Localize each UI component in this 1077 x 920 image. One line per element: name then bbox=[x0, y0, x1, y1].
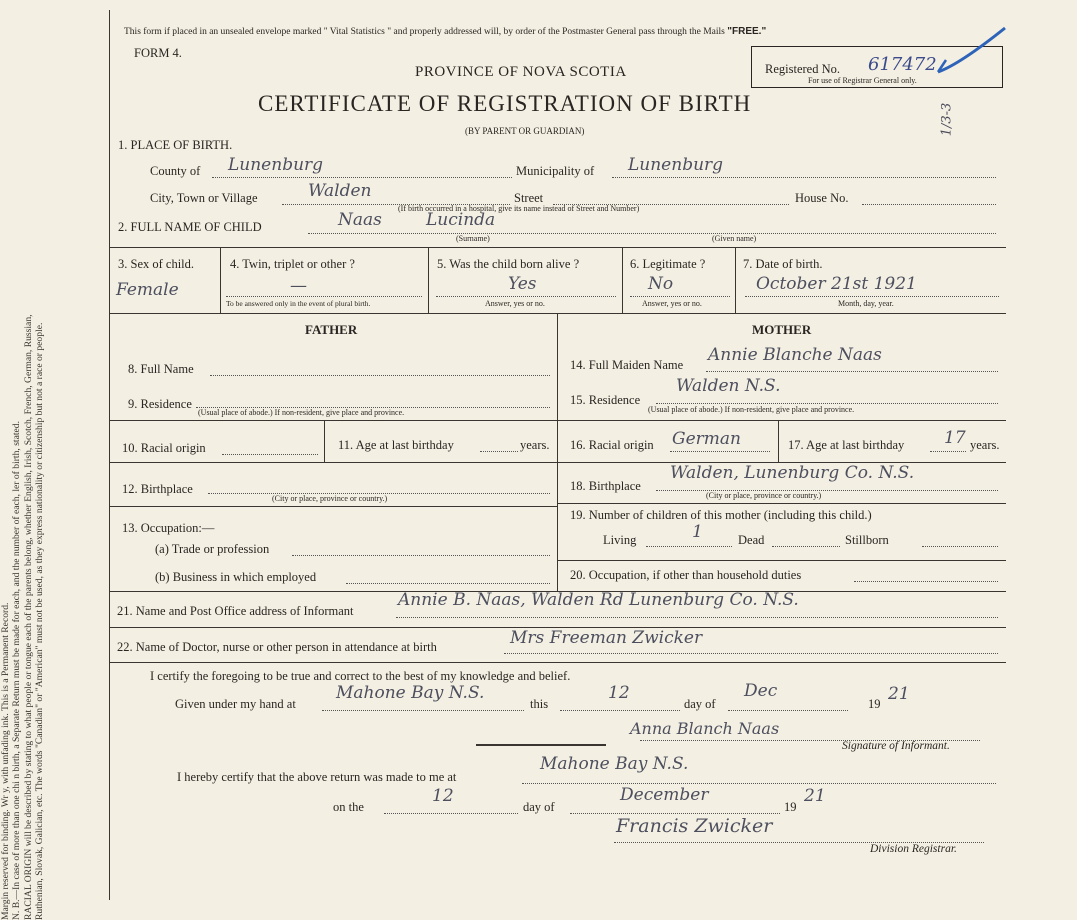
business-label: (b) Business in which employed bbox=[155, 570, 317, 584]
father-racial-label: 10. Racial origin bbox=[122, 441, 206, 455]
sex-label: 3. Sex of child. bbox=[118, 257, 195, 271]
registrar-day-value: 12 bbox=[432, 786, 454, 806]
mother-residence-note: (Usual place of abode.) If non-resident, give place and province. bbox=[648, 405, 855, 414]
legitimate-value: No bbox=[648, 274, 674, 294]
birth-date-note: Month, day, year. bbox=[838, 299, 894, 308]
postal-notice: This form if placed in an unsealed envelope marked " Vital Statistics " and properly addressed will, by order of the Postmaster General pass through the Mails "FREE." bbox=[124, 26, 767, 37]
free-label: "FREE." bbox=[727, 26, 767, 37]
certify-year-prefix: 19 bbox=[868, 697, 881, 711]
children-count-label: 19. Number of children of this mother (including this child.) bbox=[570, 508, 872, 522]
margin-rule bbox=[109, 10, 110, 900]
given-name-note: (Given name) bbox=[712, 234, 757, 243]
registered-label: Registered No. bbox=[765, 62, 840, 76]
father-age-label: 11. Age at last birthday bbox=[338, 438, 454, 452]
municipality-label: Municipality of bbox=[516, 164, 595, 178]
informant-label: 21. Name and Post Office address of Informant bbox=[117, 604, 354, 618]
certify-month-value: Dec bbox=[744, 681, 778, 701]
side-mark: 1/3-3 bbox=[939, 102, 955, 137]
legitimate-label: 6. Legitimate ? bbox=[630, 257, 706, 271]
sex-value: Female bbox=[116, 280, 179, 300]
given-label: Given under my hand at bbox=[175, 697, 296, 711]
city-label: City, Town or Village bbox=[150, 191, 258, 205]
alive-value: Yes bbox=[508, 274, 537, 294]
father-birthplace-label: 12. Birthplace bbox=[122, 482, 193, 496]
registrar-signature: Francis Zwicker bbox=[616, 815, 773, 837]
father-residence-label: 9. Residence bbox=[128, 397, 192, 411]
birth-date-label: 7. Date of birth. bbox=[743, 257, 823, 271]
registered-note: For use of Registrar General only. bbox=[808, 76, 917, 85]
trade-label: (a) Trade or profession bbox=[155, 542, 270, 556]
mother-heading: MOTHER bbox=[752, 322, 812, 337]
surname-value: Naas bbox=[338, 210, 382, 230]
mother-occupation-label: 20. Occupation, if other than household duties bbox=[570, 568, 802, 582]
mother-years: years. bbox=[970, 438, 1000, 452]
margin-note: N. B.—In case of more than one chi n birth, a Separate Return must be made for each, and the number of each, ler of birth, stated. bbox=[11, 421, 23, 920]
margin-note: Ruthenian, Slovak, Galician, etc. The words "Canadian" or "American" must not be used, as they express nationality or citizenship but not a race or people. bbox=[34, 322, 46, 920]
certify-statement: I certify the foregoing to be true and correct to the best of my knowledge and belief. bbox=[150, 669, 571, 683]
certify-year-value: 21 bbox=[888, 684, 910, 704]
province-heading: PROVINCE OF NOVA SCOTIA bbox=[415, 64, 627, 80]
mother-residence-value: Walden N.S. bbox=[676, 376, 781, 396]
registrar-on-the: on the bbox=[333, 800, 364, 814]
living-value: 1 bbox=[692, 522, 703, 542]
mother-birthplace-label: 18. Birthplace bbox=[570, 479, 641, 493]
margin-notes bbox=[0, 60, 120, 920]
margin-note: Margin reserved for binding. Wr y, with unfading ink. This is a Permanent Record. bbox=[0, 602, 11, 920]
mother-birthplace-value: Walden, Lunenburg Co. N.S. bbox=[670, 463, 915, 483]
page-title: CERTIFICATE OF REGISTRATION OF BIRTH bbox=[258, 91, 752, 116]
mother-age-label: 17. Age at last birthday bbox=[788, 438, 905, 452]
this-label: this bbox=[530, 697, 549, 711]
child-name-label: 2. FULL NAME OF CHILD bbox=[118, 220, 262, 234]
twin-value: — bbox=[290, 276, 307, 296]
registered-number: 617472 bbox=[868, 54, 937, 75]
registrar-day-of: day of bbox=[523, 800, 555, 814]
mother-residence-label: 15. Residence bbox=[570, 393, 641, 407]
mother-name-label: 14. Full Maiden Name bbox=[570, 358, 684, 372]
father-heading: FATHER bbox=[305, 322, 358, 337]
registrar-year-value: 21 bbox=[804, 786, 826, 806]
father-name-label: 8. Full Name bbox=[128, 362, 194, 376]
given-place-value: Mahone Bay N.S. bbox=[336, 683, 485, 703]
county-value: Lunenburg bbox=[228, 155, 324, 175]
twin-note: To be answered only in the event of plural birth. bbox=[226, 299, 371, 308]
informant-signature-label: Signature of Informant. bbox=[842, 740, 950, 752]
registrar-statement: I hereby certify that the above return was made to me at bbox=[177, 770, 457, 784]
twin-label: 4. Twin, triplet or other ? bbox=[230, 257, 355, 271]
doctor-value: Mrs Freeman Zwicker bbox=[510, 628, 703, 648]
stillborn-label: Stillborn bbox=[845, 533, 889, 547]
registrar-signature-label: Division Registrar. bbox=[870, 843, 957, 855]
mother-name-value: Annie Blanche Naas bbox=[708, 345, 882, 365]
certify-day-of-label: day of bbox=[684, 697, 716, 711]
mother-birthplace-note: (City or place, province or country.) bbox=[706, 491, 822, 500]
registrar-month-value: December bbox=[620, 785, 709, 805]
certify-day-value: 12 bbox=[608, 683, 630, 703]
given-name-value: Lucinda bbox=[426, 210, 496, 230]
informant-signature: Anna Blanch Naas bbox=[630, 719, 780, 738]
father-years: years. bbox=[520, 438, 550, 452]
municipality-value: Lunenburg bbox=[628, 155, 724, 175]
mother-racial-value: German bbox=[672, 429, 741, 449]
doctor-label: 22. Name of Doctor, nurse or other person in attendance at birth bbox=[117, 640, 437, 654]
page-subtitle: (BY PARENT OR GUARDIAN) bbox=[465, 126, 585, 136]
registrar-year-prefix: 19 bbox=[784, 800, 797, 814]
father-residence-note: (Usual place of abode.) If non-resident, give place and province. bbox=[198, 408, 405, 417]
county-label: County of bbox=[150, 164, 201, 178]
check-mark-icon bbox=[930, 24, 1010, 84]
informant-value: Annie B. Naas, Walden Rd Lunenburg Co. N.S. bbox=[398, 590, 799, 610]
mother-age-value: 17 bbox=[944, 428, 966, 448]
place-heading: 1. PLACE OF BIRTH. bbox=[118, 138, 233, 152]
margin-note: RACIAL ORIGIN will be described by stating to what people or tongue each of the parents belong, whether English, Irish, Scotch, French, German, Russian, bbox=[22, 314, 34, 920]
house-label: House No. bbox=[795, 191, 849, 205]
dead-label: Dead bbox=[738, 533, 765, 547]
city-value: Walden bbox=[308, 181, 372, 201]
legitimate-note: Answer, yes or no. bbox=[642, 299, 702, 308]
father-birthplace-note: (City or place, province or country.) bbox=[272, 494, 388, 503]
birth-date-value: October 21st 1921 bbox=[756, 274, 917, 294]
mother-racial-label: 16. Racial origin bbox=[570, 438, 654, 452]
form-number: FORM 4. bbox=[134, 46, 182, 60]
father-occupation-label: 13. Occupation:— bbox=[122, 521, 215, 535]
hospital-note: (If birth occurred in a hospital, give its name instead of Street and Number) bbox=[398, 204, 640, 213]
surname-note: (Surname) bbox=[456, 234, 490, 243]
registrar-place-value: Mahone Bay N.S. bbox=[540, 754, 689, 774]
street-label: Street bbox=[514, 191, 544, 205]
living-label: Living bbox=[603, 533, 637, 547]
alive-label: 5. Was the child born alive ? bbox=[437, 257, 580, 271]
alive-note: Answer, yes or no. bbox=[485, 299, 545, 308]
